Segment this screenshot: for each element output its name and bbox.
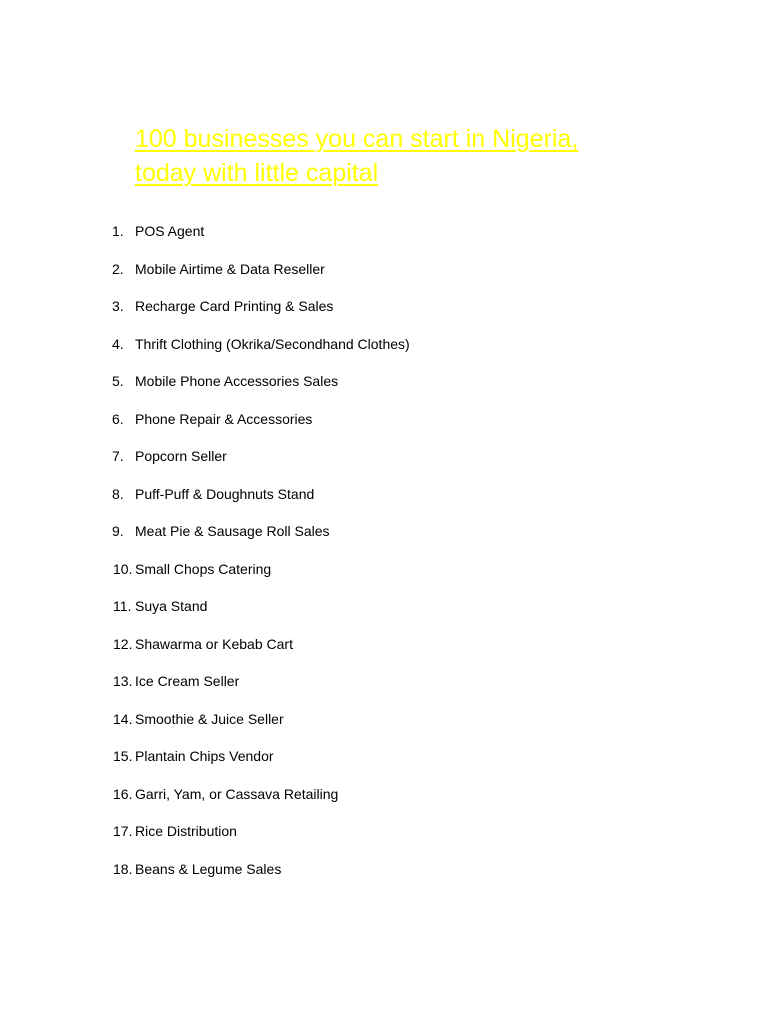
list-item-label: Garri, Yam, or Cassava Retailing bbox=[135, 785, 339, 802]
list-item-label: Beans & Legume Sales bbox=[135, 860, 282, 877]
list-item-number: 8. bbox=[112, 485, 124, 502]
list-item-label: Suya Stand bbox=[135, 598, 208, 614]
list-item-number: 3. bbox=[112, 298, 124, 314]
list-item-label: Popcorn Seller bbox=[135, 448, 227, 464]
list-item-label: Thrift Clothing (Okrika/Secondhand Clothes) bbox=[135, 335, 410, 352]
list-item-label: Small Chops Catering bbox=[135, 560, 272, 577]
list-item-number: 2. bbox=[112, 260, 124, 277]
title-line-1: 100 businesses you can start in Nigeria, bbox=[135, 125, 579, 153]
list-item-number: 13. bbox=[113, 673, 133, 689]
list-item-label: Plantain Chips Vendor bbox=[135, 748, 274, 764]
list-item-number: 4. bbox=[112, 335, 124, 352]
list-item-label: Meat Pie & Sausage Roll Sales bbox=[135, 523, 330, 539]
list-item-number: 9. bbox=[112, 523, 124, 539]
list-item-label: Mobile Phone Accessories Sales bbox=[135, 373, 339, 389]
list-item-number: 11. bbox=[113, 598, 132, 614]
list-item-label: Rice Distribution bbox=[135, 823, 237, 839]
list-item-label: Puff-Puff & Doughnuts Stand bbox=[135, 485, 315, 502]
list-item-number: 15. bbox=[113, 748, 133, 764]
list-item-number: 5. bbox=[112, 373, 124, 389]
list-item-label: Ice Cream Seller bbox=[135, 673, 240, 689]
list-item-number: 12. bbox=[113, 635, 133, 652]
list-item-number: 6. bbox=[112, 410, 124, 427]
document-title bbox=[135, 122, 655, 190]
list-item-number: 16. bbox=[113, 785, 133, 802]
list-item-label: Shawarma or Kebab Cart bbox=[135, 635, 293, 652]
list-item-label: Phone Repair & Accessories bbox=[135, 410, 313, 427]
list-item-number: 17. bbox=[113, 823, 133, 839]
list-item-number: 18. bbox=[113, 860, 133, 877]
list-item-number: 7. bbox=[112, 448, 124, 464]
list-item-label: POS Agent bbox=[135, 223, 205, 239]
list-item-label: Smoothie & Juice Seller bbox=[135, 710, 284, 727]
list-item-number: 1. bbox=[112, 223, 124, 239]
list-item-number: 10. bbox=[113, 560, 133, 577]
list-item-number: 14. bbox=[113, 710, 133, 727]
list-item-label: Recharge Card Printing & Sales bbox=[135, 298, 334, 314]
list-item-label: Mobile Airtime & Data Reseller bbox=[135, 260, 325, 277]
title-line-2: today with little capital bbox=[135, 159, 379, 187]
